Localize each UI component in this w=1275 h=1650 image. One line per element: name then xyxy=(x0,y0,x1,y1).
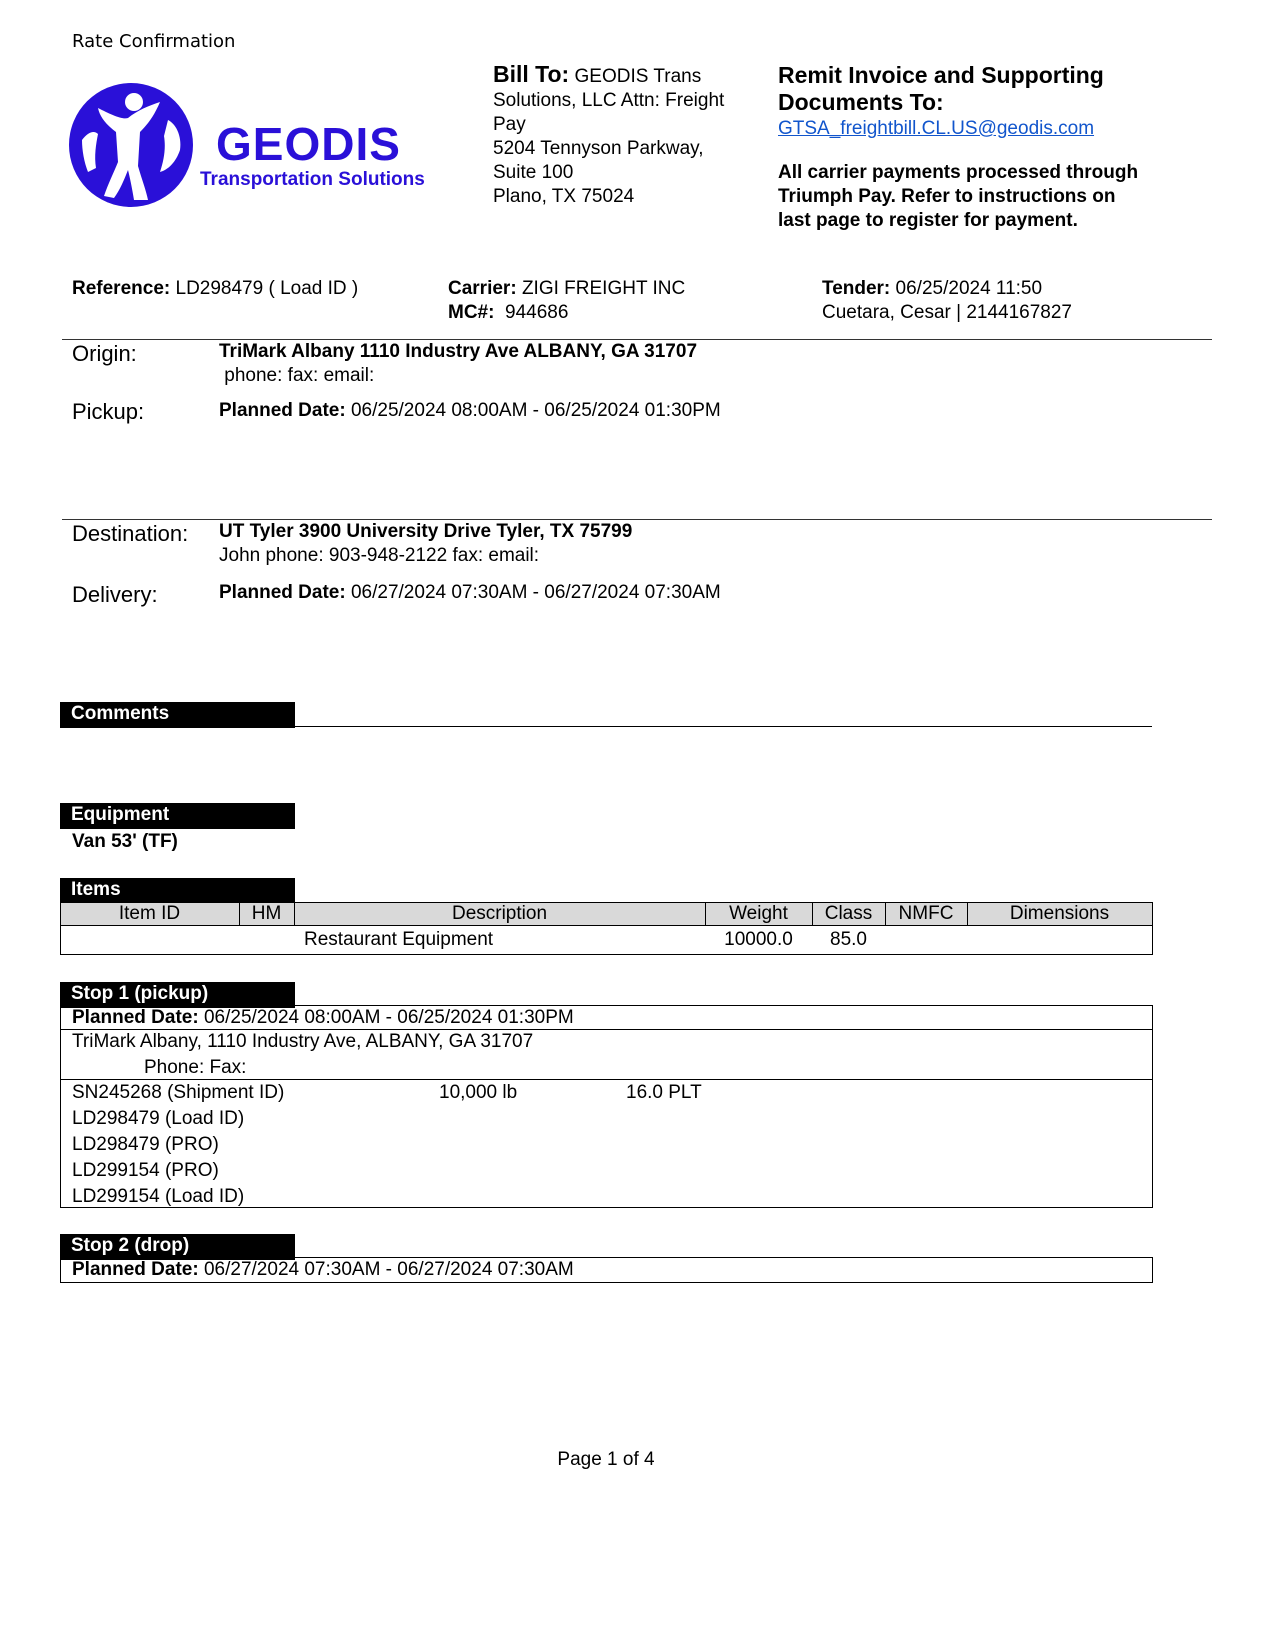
tender-contact: Cuetara, Cesar | 2144167827 xyxy=(822,302,1072,323)
stop1-date-label: Planned Date: xyxy=(72,1007,199,1028)
stop2-date-value: 06/27/2024 07:30AM - 06/27/2024 07:30AM xyxy=(203,1259,574,1280)
bill-to-line: Suite 100 xyxy=(493,162,574,183)
equipment-header: Equipment xyxy=(60,803,295,829)
delivery-label: Delivery: xyxy=(72,582,158,607)
pickup-date-value: 06/25/2024 08:00AM - 06/25/2024 01:30PM xyxy=(350,400,721,421)
stop1-phone-fax: Phone: Fax: xyxy=(144,1057,247,1078)
origin-label: Origin: xyxy=(72,341,137,366)
tender-field xyxy=(822,277,1072,325)
stop1-reference: LD299154 (Load ID) xyxy=(72,1186,245,1207)
items-header-row xyxy=(60,902,1152,925)
description-cell: Restaurant Equipment xyxy=(294,925,705,954)
weight-cell: 10000.0 xyxy=(705,925,812,954)
page-number: Page 1 of 4 xyxy=(557,1449,655,1470)
reference-label: Reference: xyxy=(72,278,171,299)
pickup-date-label: Planned Date: xyxy=(219,400,346,421)
stop2-date xyxy=(72,1258,574,1282)
delivery-date-label: Planned Date: xyxy=(219,582,346,603)
delivery-date xyxy=(219,581,721,605)
table-row xyxy=(60,925,1152,954)
stop1-reference: LD298479 (PRO) xyxy=(72,1134,219,1155)
column-header: Description xyxy=(294,902,705,925)
stop2-box xyxy=(60,1257,1153,1283)
hm-cell xyxy=(239,925,294,954)
destination-address: UT Tyler 3900 University Drive Tyler, TX 75799 xyxy=(219,521,633,542)
stop2-header: Stop 2 (drop) xyxy=(60,1234,295,1260)
remit-email-link[interactable]: GTSA_freightbill.CL.US@geodis.com xyxy=(778,118,1095,139)
bill-to-line: Plano, TX 75024 xyxy=(493,186,635,207)
stop1-reference: LD299154 (PRO) xyxy=(72,1160,219,1181)
mc-label: MC#: xyxy=(448,302,495,323)
remit-heading: Remit Invoice and Supporting xyxy=(778,62,1104,88)
pickup-date xyxy=(219,399,721,423)
remit-heading: Documents To: xyxy=(778,89,944,115)
mc-value: 944686 xyxy=(505,302,569,323)
geodis-logo xyxy=(68,80,448,210)
item-id-cell xyxy=(60,925,239,954)
remit-note: Triumph Pay. Refer to instructions on xyxy=(778,186,1116,207)
origin-address: TriMark Albany 1110 Industry Ave ALBANY, GA 31707 xyxy=(219,341,698,362)
tender-value: 06/25/2024 11:50 xyxy=(895,278,1043,299)
pickup-label: Pickup: xyxy=(72,399,145,424)
stop1-header: Stop 1 (pickup) xyxy=(60,982,295,1008)
class-cell: 85.0 xyxy=(812,925,885,954)
column-header: Item ID xyxy=(60,902,239,925)
stop1-divider xyxy=(61,1079,1152,1080)
column-header: Weight xyxy=(705,902,812,925)
stop2-date-label: Planned Date: xyxy=(72,1259,199,1280)
column-header: Class xyxy=(812,902,885,925)
bill-to-line: GEODIS Trans xyxy=(574,66,702,87)
comments-underline xyxy=(295,726,1152,727)
carrier-field xyxy=(448,277,685,325)
bill-to-block xyxy=(493,62,753,209)
remit-note: last page to register for payment. xyxy=(778,210,1078,231)
reference-field xyxy=(72,277,358,301)
items-table xyxy=(60,902,1153,955)
stop1-pallets: 16.0 PLT xyxy=(626,1082,702,1103)
carrier-label: Carrier: xyxy=(448,278,517,299)
reference-value: LD298479 ( Load ID ) xyxy=(175,278,359,299)
equipment-value: Van 53' (TF) xyxy=(72,831,178,852)
stop1-address: TriMark Albany, 1110 Industry Ave, ALBANY, GA 31707 xyxy=(72,1031,534,1052)
stop1-shipment-id: SN245268 (Shipment ID) xyxy=(72,1082,285,1103)
stop1-reference: LD298479 (Load ID) xyxy=(72,1108,245,1129)
carrier-value: ZIGI FREIGHT INC xyxy=(521,278,686,299)
stop1-box xyxy=(60,1005,1153,1208)
destination-contact: John phone: 903-948-2122 fax: email: xyxy=(219,545,540,566)
stop1-weight: 10,000 lb xyxy=(439,1082,518,1103)
nmfc-cell xyxy=(885,925,967,954)
column-header: HM xyxy=(239,902,294,925)
bill-to-line: Pay xyxy=(493,114,526,135)
bill-to-line: Solutions, LLC Attn: Freight xyxy=(493,90,725,111)
logo-tagline: Transportation Solutions xyxy=(200,169,425,190)
delivery-date-value: 06/27/2024 07:30AM - 06/27/2024 07:30AM xyxy=(350,582,721,603)
logo-wordmark: GEODIS xyxy=(216,118,401,170)
destination-label: Destination: xyxy=(72,521,189,546)
items-header: Items xyxy=(60,878,295,904)
column-header: NMFC xyxy=(885,902,967,925)
column-header: Dimensions xyxy=(967,902,1152,925)
bill-to-label: Bill To: xyxy=(493,61,570,87)
stop1-date-value: 06/25/2024 08:00AM - 06/25/2024 01:30PM xyxy=(203,1007,574,1028)
stop1-date xyxy=(72,1006,574,1030)
comments-header: Comments xyxy=(60,702,295,728)
origin-contact: phone: fax: email: xyxy=(219,365,375,386)
bill-to-line: 5204 Tennyson Parkway, xyxy=(493,138,704,159)
dimensions-cell xyxy=(967,925,1152,954)
remit-note: All carrier payments processed through xyxy=(778,162,1139,183)
remit-block xyxy=(778,62,1198,233)
document-title: Rate Confirmation xyxy=(72,31,236,52)
tender-label: Tender: xyxy=(822,278,891,299)
geodis-logo-mark-icon xyxy=(68,80,198,210)
